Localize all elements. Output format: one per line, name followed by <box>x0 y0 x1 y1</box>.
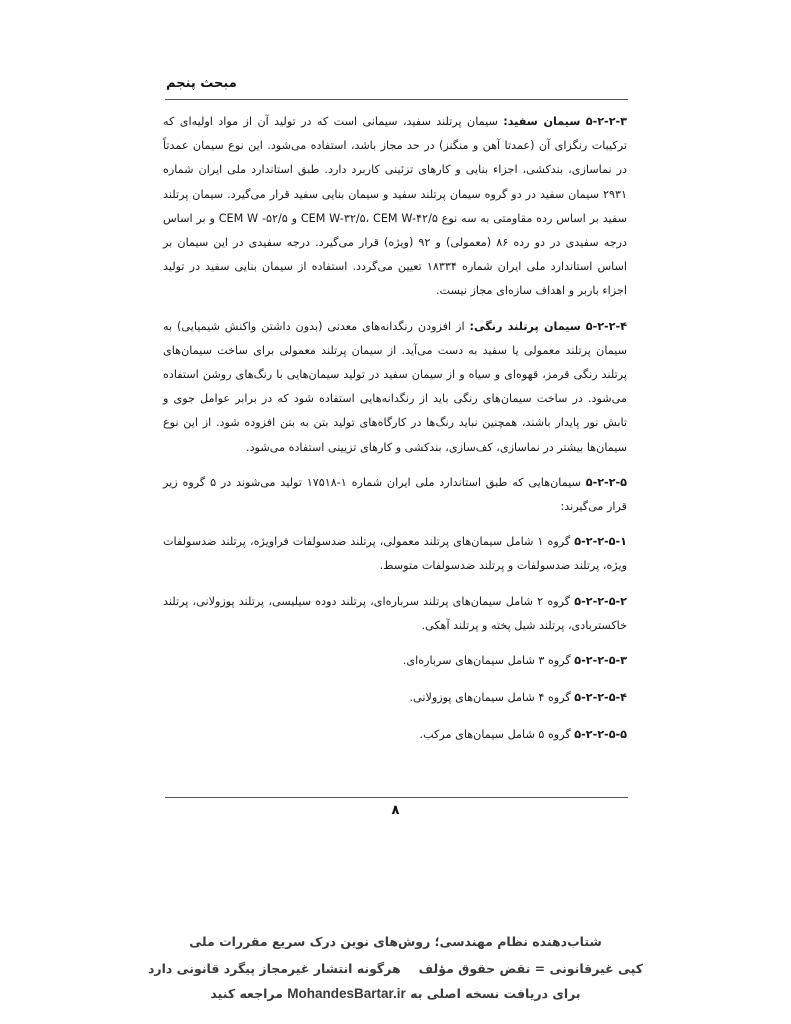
section-text: گروه ۴ شامل سیمان‌های پوزولانی. <box>409 691 575 705</box>
section-text: گروه ۳ شامل سیمان‌های سرباره‌ای. <box>402 654 575 668</box>
section-text: از افزودن رنگدانه‌های معدنی (بدون داشتن واکنش شیمیایی) به سیمان پرتلند معمولی یا سفید به دست می‌آید. از سیمان پرتلند معمولی برای ساخت سیمان‌های پرتلند رنگی قرمز، قهوه‌ای و سیاه و از سیمان سفید در تولید سیمان‌هایی با رنگ‌های روشن استفاده می‌شود. در ساخت سیمان‌های رنگی باید از رنگدانه‌هایی استفاده شود که در برابر عوامل جوی و تابش نور پایدار باشند، همچنین نباید رنگ‌ها در کارگاه‌های تولید بتن به بتن افزوده شود. از این نوع سیمان‌ها بیشتر در نماسازی، کف‌سازی، بندکشی و کارهای تزیینی استفاده می‌شود. <box>163 319 627 454</box>
watermark-website-link[interactable]: MohandesBartar.ir <box>287 986 406 1001</box>
section-text: گروه ۱ شامل سیمان‌های پرتلند معمولی، پرتلند ضدسولفات فراویژه، پرتلند ضدسولفات ویژه، پرتلند ضدسولفات و پرتلند ضدسولفات متوسط. <box>163 535 627 573</box>
watermark-copyright-text: کپی غیرقانونی = نقض حقوق مؤلف <box>418 961 643 976</box>
section-title: سیمان سفید: <box>503 115 581 128</box>
footer-divider <box>165 797 628 798</box>
section-paragraph <box>163 686 627 710</box>
section-text: سیمان‌هایی که طبق استاندارد ملی ایران شماره ۱-۱۷۵۱۸ تولید می‌شوند در ۵ گروه زیر قرار می‌گیرند: <box>163 475 627 514</box>
section-paragraph <box>163 471 627 519</box>
watermark-source-suffix: مراجعه کنید <box>210 986 288 1001</box>
header-divider <box>165 99 628 100</box>
section-text: گروه ۵ شامل سیمان‌های مرکب. <box>419 728 575 742</box>
section-paragraph <box>163 315 627 460</box>
document-body <box>163 110 627 761</box>
page-number: ۸ <box>391 803 400 818</box>
section-number: ۵-۲-۲-۵ <box>585 475 627 489</box>
section-paragraph <box>163 590 627 638</box>
section-text: سیمان پرتلند سفید، سیمانی است که در تولید آن از مواد اولیه‌ای که ترکیبات رنگزای آن (عمدتا آهن و منگنز) در حد مجاز باشد، استفاده می‌شود. این نوع سیمان عمدتاً در نماسازی، بندکشی، اجزاء بنایی و کارهای تزئینی کاربرد دارد. طبق استاندارد ملی ایران شماره ۲۹۳۱ سیمان سفید در دو گروه سیمان پرتلند سفید و سیمان بنایی سفید قرار می‌گیرد. سیمان پرتلند سفید بر اساس رده مقاومتی به سه نوع CEM W-۳۲/۵، CEM W-۴۲/۵ و CEM W -۵۲/۵ و بر اساس درجه سفیدی در دو رده ۸۶ (معمولی) و ۹۲ (ویژه) قرار می‌گیرد. درجه سفیدی در این سیمان بر اساس استاندارد ملی ایران شماره ۱۸۳۳۴ تعیین می‌گردد. استفاده از سیمان بنایی سفید در تولید اجزاء باربر و اهداف سازه‌ای مجاز نیست. <box>163 115 628 298</box>
section-paragraph <box>163 723 627 747</box>
section-number: ۵-۲-۲-۳ <box>585 115 627 128</box>
watermark-legal-text: هرگونه انتشار غیرمجاز پیگرد قانونی دارد <box>148 961 401 976</box>
watermark-line-2 <box>0 961 791 976</box>
section-paragraph <box>163 649 627 673</box>
section-text: گروه ۲ شامل سیمان‌های پرتلند سرباره‌ای، پرتلند دوده سیلیسی، پرتلند پوزولانی، پرتلند خاکستربادی، پرتلند شیل پخته و پرتلند آهکی. <box>163 594 627 632</box>
section-number: ۵-۲-۲-۵-۵ <box>574 728 627 742</box>
watermark-source-prefix: برای دریافت نسخه اصلی به <box>405 986 581 1001</box>
section-title: سیمان پرتلند رنگی: <box>469 319 581 333</box>
section-paragraph <box>163 110 627 304</box>
watermark-line-3 <box>0 986 791 1001</box>
watermark-line-1: شتاب‌دهنده نظام مهندسی؛ روش‌های نوین درک سریع مقررات ملی <box>189 934 602 949</box>
section-number: ۵-۲-۲-۵-۱ <box>574 535 627 549</box>
section-paragraph <box>163 530 627 578</box>
section-number: ۵-۲-۲-۵-۳ <box>574 654 627 668</box>
page-header-title: مبحث پنجم <box>166 76 237 91</box>
section-number: ۵-۲-۲-۴ <box>585 319 627 333</box>
section-number: ۵-۲-۲-۵-۴ <box>574 691 627 705</box>
section-number: ۵-۲-۲-۵-۲ <box>574 594 627 608</box>
